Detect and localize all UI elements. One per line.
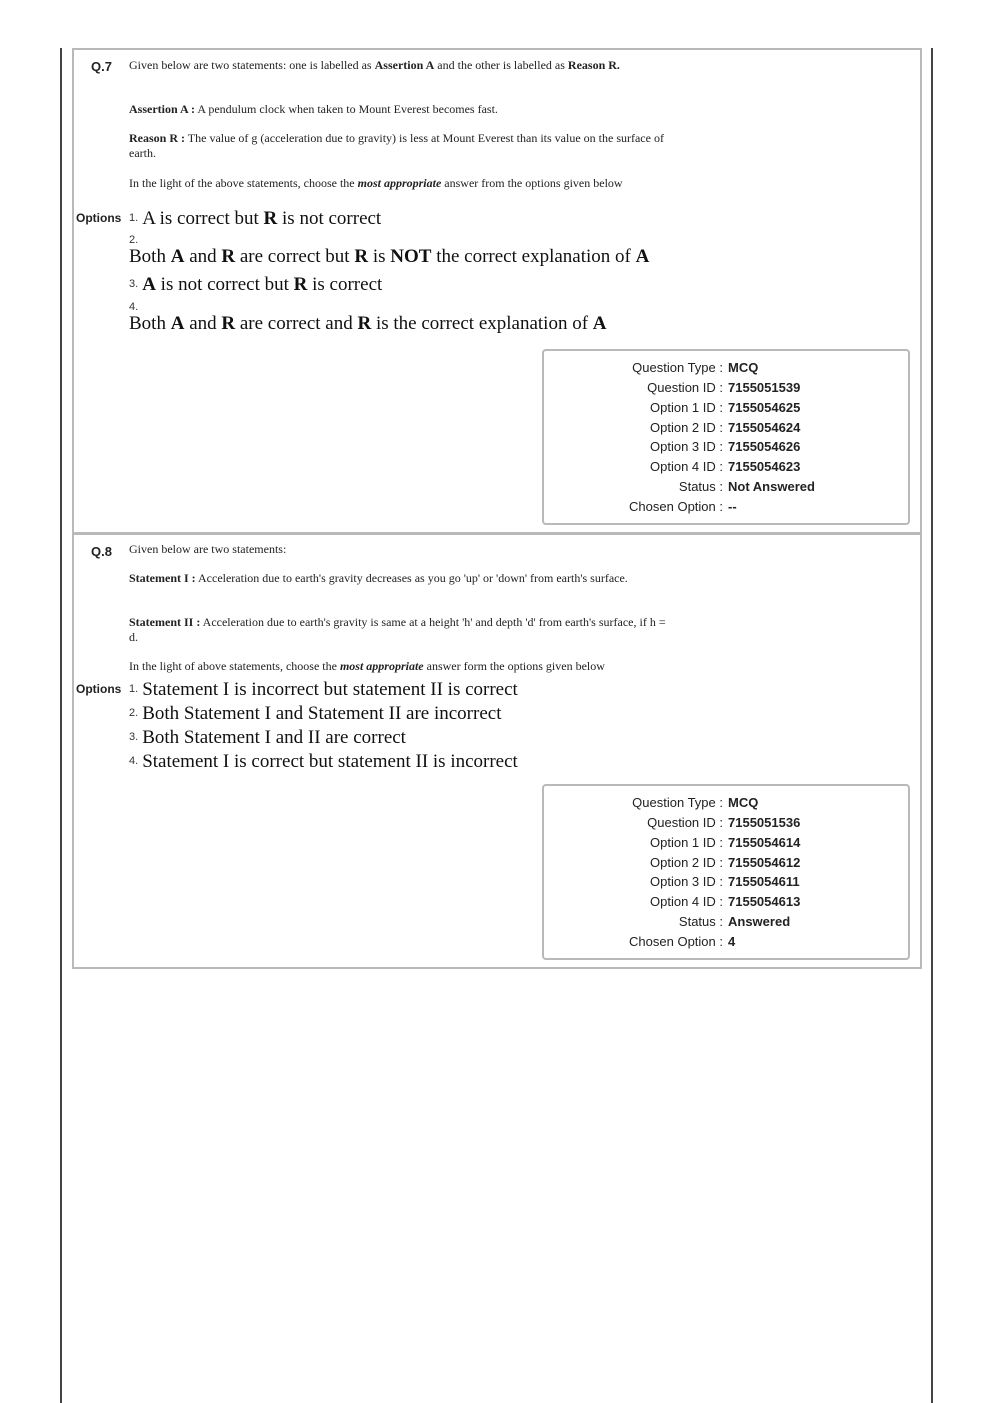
- option-number: 4.: [129, 301, 139, 313]
- page-right-border: [931, 48, 933, 1403]
- option-number: 3.: [129, 278, 139, 290]
- option-2-id-row: Option 2 ID : 7155054624: [650, 420, 801, 435]
- options-label: Options: [76, 211, 122, 225]
- question-type-row: Question Type : MCQ: [632, 360, 759, 375]
- option-3-id-row: Option 3 ID : 7155054611: [650, 874, 800, 889]
- option-4-id-row: Option 4 ID : 7155054613: [650, 894, 801, 909]
- question-id-row: Question ID : 7155051539: [647, 380, 801, 395]
- question-number: Q.8: [91, 544, 112, 559]
- question-metadata-panel: [542, 784, 910, 960]
- assertion-statement: Assertion A : A pendulum clock when taken to Mount Everest becomes fast.: [129, 102, 498, 116]
- instruction-text: In the light of above statements, choose the most appropriate answer form the options given below: [129, 659, 605, 673]
- option-2[interactable]: 2. Both Statement I and Statement II are incorrect: [129, 703, 502, 724]
- option-1[interactable]: 1. A is correct but R is not correct: [129, 208, 382, 229]
- question-number: Q.7: [91, 59, 112, 74]
- question-intro: Given below are two statements:: [129, 542, 287, 556]
- question-id-row: Question ID : 7155051536: [647, 815, 801, 830]
- option-number: 1.: [129, 683, 139, 695]
- page-left-border: [60, 48, 62, 1403]
- chosen-option-row: Chosen Option : --: [629, 499, 737, 514]
- status-row: Status : Not Answered: [678, 479, 815, 494]
- statement-two: Statement II : Acceleration due to earth's gravity is same at a height 'h' and depth 'd' from earth's surface, if h = d.: [129, 615, 666, 644]
- question-intro: Given below are two statements: one is labelled as Assertion A and the other is labelled as Reason R.: [129, 58, 620, 72]
- question-card-q7: [72, 48, 922, 534]
- question-metadata-panel: [542, 349, 910, 525]
- question-type-row: Question Type : MCQ: [632, 795, 759, 810]
- option-number: 2.: [129, 707, 139, 719]
- option-1[interactable]: 1. Statement I is incorrect but statement II is correct: [129, 679, 518, 700]
- option-4[interactable]: 4. Statement I is correct but statement II is incorrect: [129, 751, 518, 772]
- option-2[interactable]: 2. Both A and R are correct but R is NOT the correct explanation of A: [129, 234, 650, 267]
- option-3[interactable]: 3. A is not correct but R is correct: [129, 274, 383, 295]
- option-3-id-row: Option 3 ID : 7155054626: [650, 439, 801, 454]
- option-1-id-row: Option 1 ID : 7155054614: [650, 835, 801, 850]
- option-3[interactable]: 3. Both Statement I and II are correct: [129, 727, 406, 748]
- statement-one: Statement I : Acceleration due to earth's gravity decreases as you go 'up' or 'down' from earth's surface.: [129, 571, 628, 585]
- question-card-q8: [72, 533, 922, 969]
- option-1-id-row: Option 1 ID : 7155054625: [650, 400, 801, 415]
- status-badge: Answered: [728, 914, 791, 929]
- status-row: Status : Answered: [678, 914, 791, 929]
- reason-statement: Reason R : The value of g (acceleration due to gravity) is less at Mount Everest than its value on the surface of earth.: [129, 131, 664, 160]
- option-4-id-row: Option 4 ID : 7155054623: [650, 459, 801, 474]
- chosen-option-row: Chosen Option : 4: [629, 934, 736, 949]
- option-2-id-row: Option 2 ID : 7155054612: [650, 855, 801, 870]
- instruction-text: In the light of the above statements, choose the most appropriate answer from the options given below: [129, 176, 623, 190]
- options-label: Options: [76, 682, 122, 696]
- option-number: 4.: [129, 755, 139, 767]
- option-4[interactable]: 4. Both A and R are correct and R is the correct explanation of A: [129, 301, 607, 334]
- option-number: 1.: [129, 212, 139, 224]
- option-number: 3.: [129, 731, 139, 743]
- status-badge: Not Answered: [728, 479, 815, 494]
- option-number: 2.: [129, 234, 139, 246]
